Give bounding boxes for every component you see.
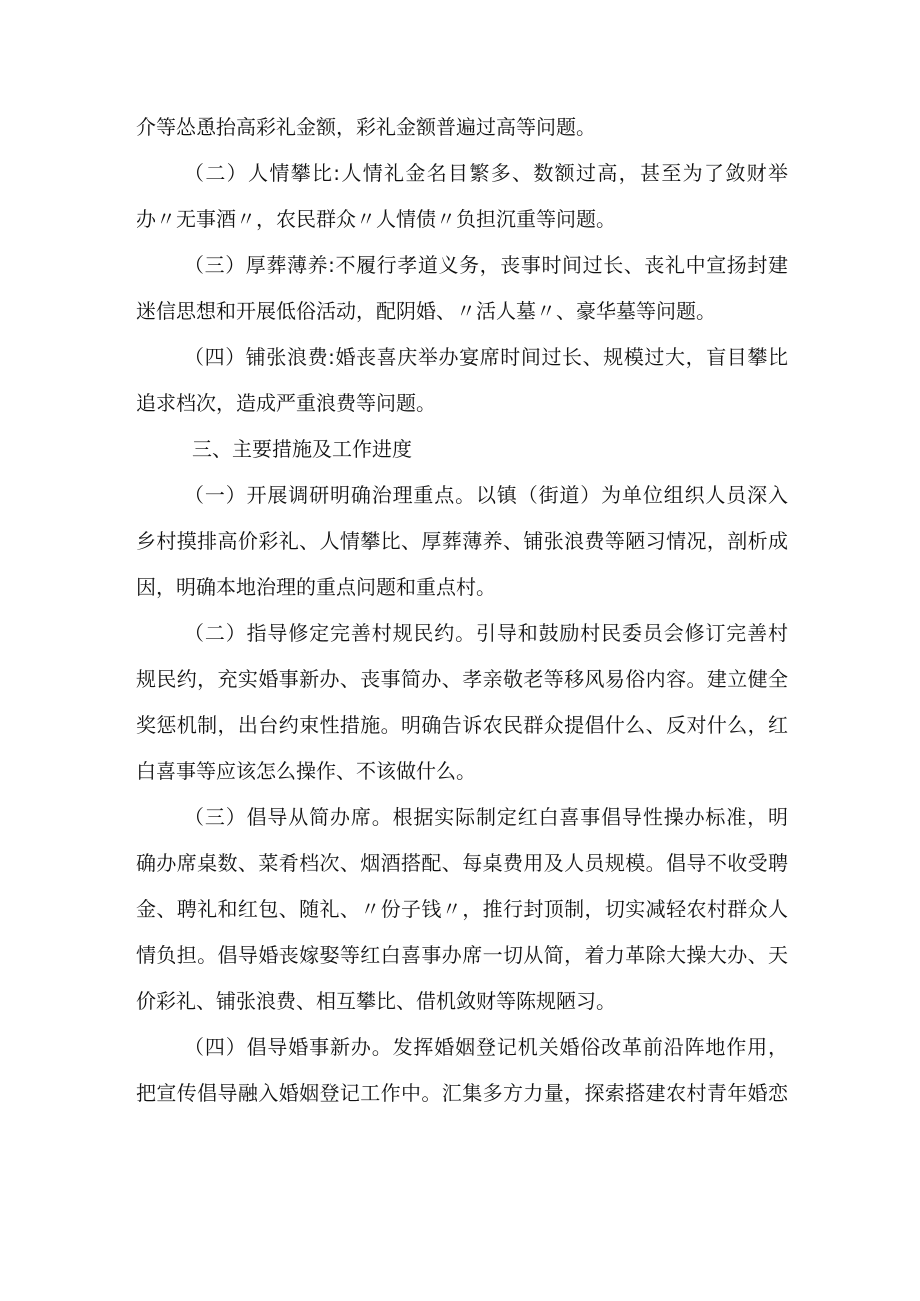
section-heading-text: 三、主要措施及工作进度 xyxy=(192,437,412,461)
text-line: 情负担。倡导婚丧嫁娶等红白喜事办席一切从简，着力革除大操大办、天 xyxy=(136,943,788,967)
text-line: 迷信思想和开展低俗活动，配阴婚、〃活人墓〃、豪华墓等问题。 xyxy=(136,299,716,323)
text-line: 介等怂恿抬高彩礼金额，彩礼金额普遍过高等问题。 xyxy=(136,115,596,139)
paragraph-item-congjian xyxy=(136,794,788,1024)
paragraph-item-cunguiminyue xyxy=(136,610,788,794)
text-line: （二）人情攀比:人情礼金名目繁多、数额过高，甚至为了敛财举 xyxy=(184,161,788,185)
text-line: 确办席桌数、菜肴档次、烟酒搭配、每桌费用及人员规模。倡导不收受聘 xyxy=(136,851,788,875)
paragraph-item-puzhang xyxy=(136,334,788,426)
paragraph-item-hunshi xyxy=(136,1024,788,1116)
text-line: 奖惩机制，出台约束性措施。明确告诉农民群众提倡什么、反对什么，红 xyxy=(136,713,788,737)
text-line: （四）倡导婚事新办。发挥婚姻登记机关婚俗改革前沿阵地作用， xyxy=(184,1035,788,1059)
section-heading xyxy=(136,426,788,472)
paragraph-continuation xyxy=(136,104,788,150)
text-line: 金、聘礼和红包、随礼、〃份子钱〃，推行封顶制，切实减轻农村群众人 xyxy=(136,897,788,921)
text-line: （二）指导修定完善村规民约。引导和鼓励村民委员会修订完善村 xyxy=(184,621,788,645)
text-line: 规民约，充实婚事新办、丧事简办、孝亲敬老等移风易俗内容。建立健全 xyxy=(136,667,788,691)
text-line: 白喜事等应该怎么操作、不该做什么。 xyxy=(136,759,476,783)
text-line: 把宣传倡导融入婚姻登记工作中。汇集多方力量，探索搭建农村青年婚恋 xyxy=(136,1081,788,1105)
text-line: （一）开展调研明确治理重点。以镇（街道）为单位组织人员深入 xyxy=(184,483,788,507)
text-line: 办〃无事酒〃，农民群众〃人情债〃负担沉重等问题。 xyxy=(136,207,616,231)
text-line: 乡村摸排高价彩礼、人情攀比、厚葬薄养、铺张浪费等陋习情况，剖析成 xyxy=(136,529,788,553)
paragraph-item-houzang xyxy=(136,242,788,334)
paragraph-item-renqing xyxy=(136,150,788,242)
paragraph-item-diaoyan xyxy=(136,472,788,610)
text-line: （三）厚葬薄养:不履行孝道义务，丧事时间过长、丧礼中宣扬封建 xyxy=(184,253,788,277)
text-line: （三）倡导从简办席。根据实际制定红白喜事倡导性操办标准，明 xyxy=(184,805,788,829)
text-line: 追求档次，造成严重浪费等问题。 xyxy=(136,391,436,415)
text-line: 因，明确本地治理的重点问题和重点村。 xyxy=(136,575,496,599)
text-line: （四）铺张浪费:婚丧喜庆举办宴席时间过长、规模过大，盲目攀比 xyxy=(184,345,788,369)
text-line: 价彩礼、铺张浪费、相互攀比、借机敛财等陈规陋习。 xyxy=(136,989,616,1013)
document-body xyxy=(136,104,788,1116)
